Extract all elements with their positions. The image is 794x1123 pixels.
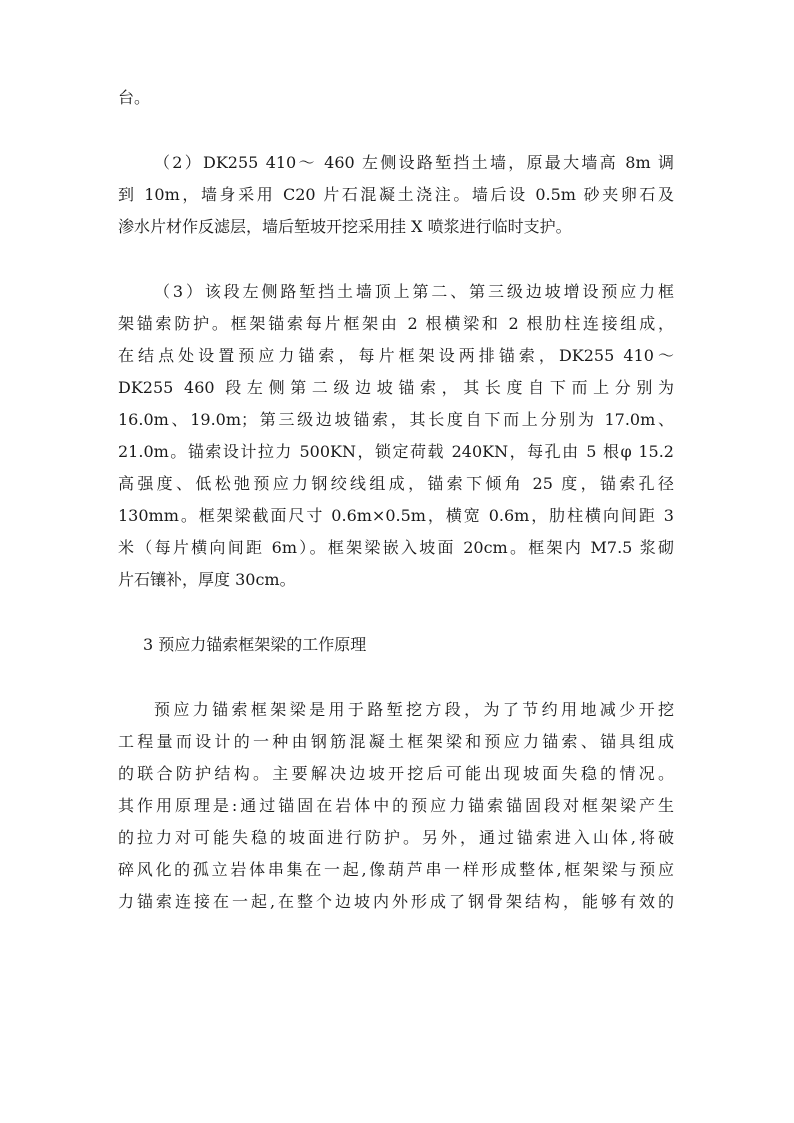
paragraph-line: 其作用原理是:通过锚固在岩体中的预应力锚索锚固段对框架梁产生 — [118, 796, 674, 815]
paragraph-line: 的拉力对可能失稳的坡面进行防护。另外，通过锚索进入山体,将破 — [118, 828, 674, 847]
paragraph-continuation: 台。 — [118, 88, 151, 107]
paragraph-4 — [118, 694, 678, 918]
paragraph-line: 预应力锚索框架梁是用于路堑挖方段，为了节约用地减少开挖 — [154, 700, 674, 719]
paragraph-line: 21.0m。锚索设计拉力 500KN，锁定荷载 240KN，每孔由 5 根φ 15.2 — [118, 442, 674, 461]
paragraph-line: 16.0m、19.0m；第三级边坡锚索，其长度自下而上分别为 17.0m、 — [118, 410, 674, 429]
paragraph-line: 130mm。框架梁截面尺寸 0.6m×0.5m，横宽 0.6m，肋柱横向间距 3 — [118, 506, 674, 525]
paragraph-2 — [118, 147, 678, 243]
paragraph-line: （2）DK255 410～ 460 左侧设路堑挡土墙，原最大墙高 8m 调 — [154, 153, 674, 172]
paragraph-line: 在结点处设置预应力锚索，每片框架设两排锚索，DK255 410～ — [118, 346, 674, 365]
paragraph-line: 力锚索连接在一起,在整个边坡内外形成了钢骨架结构，能够有效的 — [118, 892, 674, 911]
paragraph-line: 的联合防护结构。主要解决边坡开挖后可能出现坡面失稳的情况。 — [118, 764, 674, 783]
paragraph-line: 片石镶补，厚度 30cm。 — [118, 570, 296, 589]
paragraph-line: 到 10m，墙身采用 C20 片石混凝土浇注。墙后设 0.5m 砂夹卵石及 — [118, 185, 674, 204]
paragraph-line: （3）该段左侧路堑挡土墙顶上第二、第三级边坡增设预应力框 — [154, 282, 674, 301]
paragraph-line: 米（每片横向间距 6m）。框架梁嵌入坡面 20cm。框架内 M7.5 浆砌 — [118, 538, 674, 557]
paragraph-line: 架锚索防护。框架锚索每片框架由 2 根横梁和 2 根肋柱连接组成， — [118, 314, 674, 333]
paragraph-line: 渗水片材作反滤层，墙后堑坡开挖采用挂 X 喷浆进行临时支护。 — [118, 217, 572, 236]
paragraph-line: 碎风化的孤立岩体串集在一起,像葫芦串一样形成整体,框架梁与预应 — [118, 860, 674, 879]
document-body — [118, 82, 678, 918]
paragraph-line: DK255 460 段左侧第二级边坡锚索，其长度自下而上分别为 — [118, 378, 674, 397]
paragraph-line: 工程量而设计的一种由钢筋混凝土框架梁和预应力锚索、锚具组成 — [118, 732, 674, 751]
paragraph-3 — [118, 276, 678, 596]
section-heading: 3 预应力锚索框架梁的工作原理 — [143, 635, 367, 654]
paragraph-line: 高强度、低松弛预应力钢绞线组成，锚索下倾角 25 度，锚索孔径 — [118, 474, 674, 493]
